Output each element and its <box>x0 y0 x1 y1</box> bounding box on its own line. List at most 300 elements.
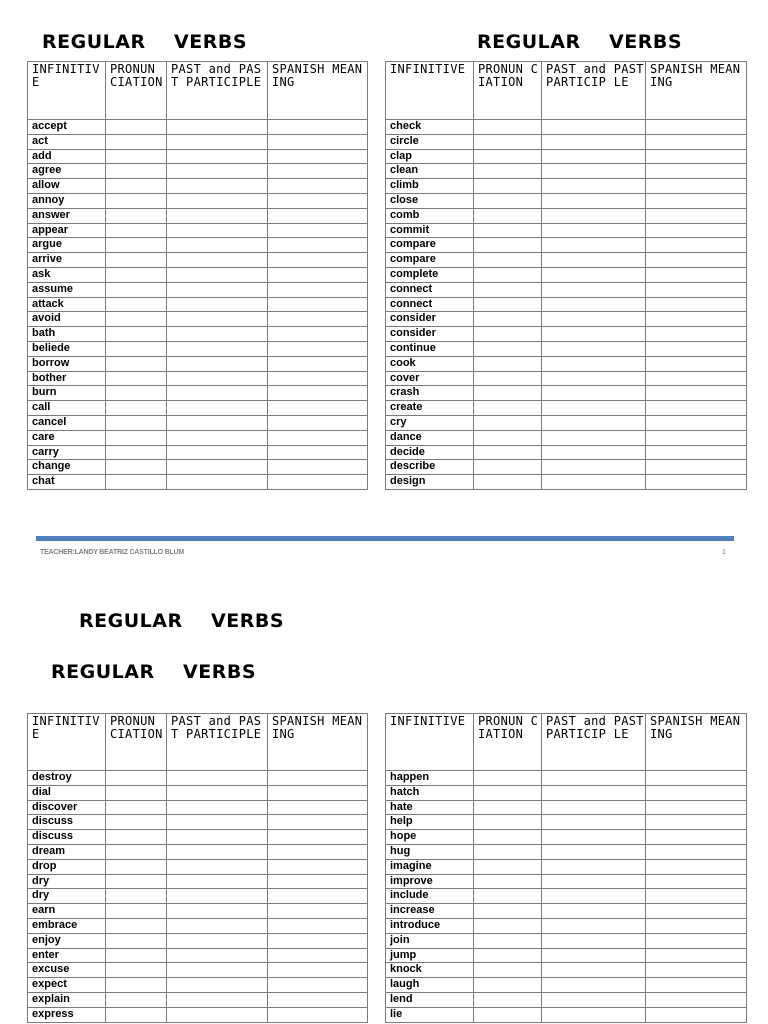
pronunciation-cell[interactable] <box>474 327 542 342</box>
past-participle-cell[interactable] <box>542 179 646 194</box>
past-participle-cell[interactable] <box>167 401 268 416</box>
past-participle-cell[interactable] <box>167 149 268 164</box>
past-participle-cell[interactable] <box>167 312 268 327</box>
past-participle-cell[interactable] <box>167 415 268 430</box>
pronunciation-cell[interactable] <box>474 830 542 845</box>
spanish-meaning-cell[interactable] <box>268 963 368 978</box>
pronunciation-cell[interactable] <box>474 963 542 978</box>
past-participle-cell[interactable] <box>542 445 646 460</box>
pronunciation-cell[interactable] <box>474 445 542 460</box>
pronunciation-cell[interactable] <box>106 815 167 830</box>
spanish-meaning-cell[interactable] <box>268 120 368 135</box>
past-participle-cell[interactable] <box>167 120 268 135</box>
verb-cell: improve <box>386 874 474 889</box>
past-participle-cell[interactable] <box>167 992 268 1007</box>
pronunciation-cell[interactable] <box>106 371 167 386</box>
spanish-meaning-cell[interactable] <box>646 164 747 179</box>
past-participle-cell[interactable] <box>167 460 268 475</box>
table-row <box>28 415 368 430</box>
past-participle-cell[interactable] <box>167 844 268 859</box>
verbs-table-page1-left <box>27 61 368 490</box>
past-participle-cell[interactable] <box>542 918 646 933</box>
pronunciation-cell[interactable] <box>106 460 167 475</box>
pronunciation-cell[interactable] <box>474 386 542 401</box>
past-participle-cell[interactable] <box>167 430 268 445</box>
pronunciation-cell[interactable] <box>474 771 542 786</box>
pronunciation-cell[interactable] <box>474 415 542 430</box>
pronunciation-cell[interactable] <box>106 401 167 416</box>
spanish-meaning-cell[interactable] <box>646 430 747 445</box>
pronunciation-cell[interactable] <box>106 963 167 978</box>
pronunciation-cell[interactable] <box>106 193 167 208</box>
past-participle-cell[interactable] <box>167 164 268 179</box>
pronunciation-cell[interactable] <box>474 948 542 963</box>
spanish-meaning-cell[interactable] <box>646 415 747 430</box>
pronunciation-cell[interactable] <box>474 297 542 312</box>
column-header: INFINITIVE <box>386 62 474 120</box>
spanish-meaning-cell[interactable] <box>646 918 747 933</box>
pronunciation-cell[interactable] <box>106 238 167 253</box>
past-participle-cell[interactable] <box>542 963 646 978</box>
spanish-meaning-cell[interactable] <box>268 164 368 179</box>
table-row <box>386 120 747 135</box>
spanish-meaning-cell[interactable] <box>268 933 368 948</box>
past-participle-cell[interactable] <box>542 386 646 401</box>
spanish-meaning-cell[interactable] <box>646 149 747 164</box>
past-participle-cell[interactable] <box>542 149 646 164</box>
spanish-meaning-cell[interactable] <box>646 120 747 135</box>
pronunciation-cell[interactable] <box>474 223 542 238</box>
spanish-meaning-cell[interactable] <box>646 771 747 786</box>
past-participle-cell[interactable] <box>542 874 646 889</box>
pronunciation-cell[interactable] <box>106 475 167 490</box>
past-participle-cell[interactable] <box>167 918 268 933</box>
pronunciation-cell[interactable] <box>106 312 167 327</box>
past-participle-cell[interactable] <box>542 889 646 904</box>
pronunciation-cell[interactable] <box>474 815 542 830</box>
past-participle-cell[interactable] <box>542 415 646 430</box>
spanish-meaning-cell[interactable] <box>646 992 747 1007</box>
table-row <box>386 179 747 194</box>
table-row <box>28 874 368 889</box>
past-participle-cell[interactable] <box>542 460 646 475</box>
pronunciation-cell[interactable] <box>106 889 167 904</box>
spanish-meaning-cell[interactable] <box>646 312 747 327</box>
spanish-meaning-cell[interactable] <box>268 282 368 297</box>
column-header: PRONUN CIATION <box>474 714 542 771</box>
pronunciation-cell[interactable] <box>106 800 167 815</box>
pronunciation-cell[interactable] <box>106 179 167 194</box>
verb-cell: knock <box>386 963 474 978</box>
pronunciation-cell[interactable] <box>106 874 167 889</box>
pronunciation-cell[interactable] <box>106 386 167 401</box>
past-participle-cell[interactable] <box>167 208 268 223</box>
column-header: SPANISH MEANING <box>646 714 747 771</box>
verbs-table-page2-left <box>27 713 368 1023</box>
pronunciation-cell[interactable] <box>474 238 542 253</box>
past-participle-cell[interactable] <box>167 253 268 268</box>
table-row <box>28 179 368 194</box>
spanish-meaning-cell[interactable] <box>268 297 368 312</box>
past-participle-cell[interactable] <box>542 312 646 327</box>
past-participle-cell[interactable] <box>542 785 646 800</box>
spanish-meaning-cell[interactable] <box>646 282 747 297</box>
pronunciation-cell[interactable] <box>106 859 167 874</box>
pronunciation-cell[interactable] <box>474 460 542 475</box>
pronunciation-cell[interactable] <box>106 771 167 786</box>
spanish-meaning-cell[interactable] <box>268 238 368 253</box>
past-participle-cell[interactable] <box>542 327 646 342</box>
spanish-meaning-cell[interactable] <box>646 859 747 874</box>
past-participle-cell[interactable] <box>167 800 268 815</box>
past-participle-cell[interactable] <box>167 904 268 919</box>
past-participle-cell[interactable] <box>167 134 268 149</box>
table-row <box>386 297 747 312</box>
verb-cell: cry <box>386 415 474 430</box>
pronunciation-cell[interactable] <box>474 253 542 268</box>
spanish-meaning-cell[interactable] <box>646 844 747 859</box>
spanish-meaning-cell[interactable] <box>646 371 747 386</box>
pronunciation-cell[interactable] <box>106 253 167 268</box>
pronunciation-cell[interactable] <box>106 978 167 993</box>
spanish-meaning-cell[interactable] <box>268 223 368 238</box>
pronunciation-cell[interactable] <box>106 430 167 445</box>
table-row <box>386 830 747 845</box>
pronunciation-cell[interactable] <box>474 430 542 445</box>
spanish-meaning-cell[interactable] <box>268 415 368 430</box>
pronunciation-cell[interactable] <box>106 149 167 164</box>
pronunciation-cell[interactable] <box>106 327 167 342</box>
past-participle-cell[interactable] <box>167 267 268 282</box>
spanish-meaning-cell[interactable] <box>646 386 747 401</box>
pronunciation-cell[interactable] <box>106 844 167 859</box>
spanish-meaning-cell[interactable] <box>646 223 747 238</box>
spanish-meaning-cell[interactable] <box>646 208 747 223</box>
spanish-meaning-cell[interactable] <box>646 830 747 845</box>
spanish-meaning-cell[interactable] <box>268 356 368 371</box>
past-participle-cell[interactable] <box>167 475 268 490</box>
table-row <box>386 460 747 475</box>
past-participle-cell[interactable] <box>542 475 646 490</box>
spanish-meaning-cell[interactable] <box>268 327 368 342</box>
past-participle-cell[interactable] <box>542 134 646 149</box>
past-participle-cell[interactable] <box>167 193 268 208</box>
spanish-meaning-cell[interactable] <box>646 297 747 312</box>
spanish-meaning-cell[interactable] <box>268 771 368 786</box>
pronunciation-cell[interactable] <box>474 844 542 859</box>
past-participle-cell[interactable] <box>542 992 646 1007</box>
verb-cell: cancel <box>28 415 106 430</box>
spanish-meaning-cell[interactable] <box>646 475 747 490</box>
spanish-meaning-cell[interactable] <box>268 889 368 904</box>
table-row <box>386 815 747 830</box>
pronunciation-cell[interactable] <box>474 282 542 297</box>
column-header: SPANISH MEANING <box>268 62 368 120</box>
pronunciation-cell[interactable] <box>474 978 542 993</box>
verbs-table-page1-right <box>385 61 747 490</box>
past-participle-cell[interactable] <box>167 859 268 874</box>
past-participle-cell[interactable] <box>542 978 646 993</box>
past-participle-cell[interactable] <box>542 844 646 859</box>
spanish-meaning-cell[interactable] <box>646 327 747 342</box>
pronunciation-cell[interactable] <box>106 223 167 238</box>
past-participle-cell[interactable] <box>167 830 268 845</box>
pronunciation-cell[interactable] <box>106 918 167 933</box>
spanish-meaning-cell[interactable] <box>268 134 368 149</box>
past-participle-cell[interactable] <box>167 889 268 904</box>
spanish-meaning-cell[interactable] <box>646 401 747 416</box>
pronunciation-cell[interactable] <box>106 297 167 312</box>
past-participle-cell[interactable] <box>542 208 646 223</box>
past-participle-cell[interactable] <box>167 978 268 993</box>
spanish-meaning-cell[interactable] <box>268 978 368 993</box>
verb-cell: compare <box>386 238 474 253</box>
verb-cell: change <box>28 460 106 475</box>
past-participle-cell[interactable] <box>167 371 268 386</box>
spanish-meaning-cell[interactable] <box>646 267 747 282</box>
spanish-meaning-cell[interactable] <box>268 904 368 919</box>
pronunciation-cell[interactable] <box>474 312 542 327</box>
spanish-meaning-cell[interactable] <box>268 475 368 490</box>
past-participle-cell[interactable] <box>542 830 646 845</box>
pronunciation-cell[interactable] <box>106 356 167 371</box>
spanish-meaning-cell[interactable] <box>646 445 747 460</box>
table-row <box>28 164 368 179</box>
pronunciation-cell[interactable] <box>474 208 542 223</box>
verb-cell: attack <box>28 297 106 312</box>
past-participle-cell[interactable] <box>542 371 646 386</box>
past-participle-cell[interactable] <box>542 164 646 179</box>
pronunciation-cell[interactable] <box>474 134 542 149</box>
spanish-meaning-cell[interactable] <box>646 874 747 889</box>
past-participle-cell[interactable] <box>167 933 268 948</box>
past-participle-cell[interactable] <box>542 253 646 268</box>
pronunciation-cell[interactable] <box>106 341 167 356</box>
past-participle-cell[interactable] <box>167 223 268 238</box>
pronunciation-cell[interactable] <box>474 918 542 933</box>
pronunciation-cell[interactable] <box>106 267 167 282</box>
pronunciation-cell[interactable] <box>106 1007 167 1022</box>
spanish-meaning-cell[interactable] <box>268 401 368 416</box>
pronunciation-cell[interactable] <box>474 933 542 948</box>
spanish-meaning-cell[interactable] <box>646 179 747 194</box>
past-participle-cell[interactable] <box>167 815 268 830</box>
past-participle-cell[interactable] <box>542 815 646 830</box>
past-participle-cell[interactable] <box>167 341 268 356</box>
spanish-meaning-cell[interactable] <box>268 371 368 386</box>
pronunciation-cell[interactable] <box>106 164 167 179</box>
past-participle-cell[interactable] <box>167 963 268 978</box>
past-participle-cell[interactable] <box>542 800 646 815</box>
pronunciation-cell[interactable] <box>106 933 167 948</box>
table-row <box>386 149 747 164</box>
spanish-meaning-cell[interactable] <box>646 341 747 356</box>
past-participle-cell[interactable] <box>542 904 646 919</box>
pronunciation-cell[interactable] <box>106 415 167 430</box>
pronunciation-cell[interactable] <box>106 992 167 1007</box>
spanish-meaning-cell[interactable] <box>268 844 368 859</box>
past-participle-cell[interactable] <box>542 933 646 948</box>
spanish-meaning-cell[interactable] <box>268 430 368 445</box>
spanish-meaning-cell[interactable] <box>268 918 368 933</box>
pronunciation-cell[interactable] <box>474 120 542 135</box>
spanish-meaning-cell[interactable] <box>268 208 368 223</box>
verb-cell: add <box>28 149 106 164</box>
spanish-meaning-cell[interactable] <box>646 889 747 904</box>
spanish-meaning-cell[interactable] <box>646 1007 747 1022</box>
past-participle-cell[interactable] <box>167 179 268 194</box>
spanish-meaning-cell[interactable] <box>268 253 368 268</box>
pronunciation-cell[interactable] <box>474 401 542 416</box>
past-participle-cell[interactable] <box>167 1007 268 1022</box>
past-participle-cell[interactable] <box>542 859 646 874</box>
verb-cell: dream <box>28 844 106 859</box>
pronunciation-cell[interactable] <box>106 904 167 919</box>
spanish-meaning-cell[interactable] <box>268 149 368 164</box>
pronunciation-cell[interactable] <box>106 445 167 460</box>
spanish-meaning-cell[interactable] <box>646 356 747 371</box>
past-participle-cell[interactable] <box>167 874 268 889</box>
spanish-meaning-cell[interactable] <box>268 341 368 356</box>
table-row <box>386 341 747 356</box>
table-row <box>386 889 747 904</box>
spanish-meaning-cell[interactable] <box>646 800 747 815</box>
spanish-meaning-cell[interactable] <box>268 948 368 963</box>
verb-cell: enter <box>28 948 106 963</box>
spanish-meaning-cell[interactable] <box>646 193 747 208</box>
past-participle-cell[interactable] <box>167 771 268 786</box>
verb-cell: circle <box>386 134 474 149</box>
pronunciation-cell[interactable] <box>106 948 167 963</box>
spanish-meaning-cell[interactable] <box>268 460 368 475</box>
spanish-meaning-cell[interactable] <box>268 830 368 845</box>
past-participle-cell[interactable] <box>542 401 646 416</box>
table-row <box>28 193 368 208</box>
pronunciation-cell[interactable] <box>474 267 542 282</box>
spanish-meaning-cell[interactable] <box>646 933 747 948</box>
pronunciation-cell[interactable] <box>474 341 542 356</box>
past-participle-cell[interactable] <box>542 341 646 356</box>
table-row <box>386 386 747 401</box>
past-participle-cell[interactable] <box>542 238 646 253</box>
verb-cell: decide <box>386 445 474 460</box>
spanish-meaning-cell[interactable] <box>646 238 747 253</box>
pronunciation-cell[interactable] <box>474 149 542 164</box>
pronunciation-cell[interactable] <box>106 134 167 149</box>
spanish-meaning-cell[interactable] <box>268 815 368 830</box>
past-participle-cell[interactable] <box>542 297 646 312</box>
pronunciation-cell[interactable] <box>474 800 542 815</box>
pronunciation-cell[interactable] <box>474 904 542 919</box>
spanish-meaning-cell[interactable] <box>268 312 368 327</box>
past-participle-cell[interactable] <box>542 356 646 371</box>
past-participle-cell[interactable] <box>542 267 646 282</box>
past-participle-cell[interactable] <box>167 282 268 297</box>
past-participle-cell[interactable] <box>167 948 268 963</box>
past-participle-cell[interactable] <box>542 430 646 445</box>
verb-cell: laugh <box>386 978 474 993</box>
pronunciation-cell[interactable] <box>106 830 167 845</box>
pronunciation-cell[interactable] <box>474 179 542 194</box>
table-row <box>28 948 368 963</box>
spanish-meaning-cell[interactable] <box>268 859 368 874</box>
pronunciation-cell[interactable] <box>474 889 542 904</box>
past-participle-cell[interactable] <box>542 948 646 963</box>
table-row <box>28 430 368 445</box>
past-participle-cell[interactable] <box>542 223 646 238</box>
pronunciation-cell[interactable] <box>474 193 542 208</box>
spanish-meaning-cell[interactable] <box>268 193 368 208</box>
table-header-row <box>28 62 368 120</box>
pronunciation-cell[interactable] <box>106 282 167 297</box>
past-participle-cell[interactable] <box>167 238 268 253</box>
pronunciation-cell[interactable] <box>474 992 542 1007</box>
table-row <box>386 948 747 963</box>
spanish-meaning-cell[interactable] <box>646 815 747 830</box>
table-row <box>386 785 747 800</box>
spanish-meaning-cell[interactable] <box>646 963 747 978</box>
spanish-meaning-cell[interactable] <box>268 992 368 1007</box>
spanish-meaning-cell[interactable] <box>268 800 368 815</box>
spanish-meaning-cell[interactable] <box>646 253 747 268</box>
spanish-meaning-cell[interactable] <box>268 267 368 282</box>
spanish-meaning-cell[interactable] <box>268 445 368 460</box>
pronunciation-cell[interactable] <box>474 859 542 874</box>
past-participle-cell[interactable] <box>167 386 268 401</box>
table-row <box>28 267 368 282</box>
spanish-meaning-cell[interactable] <box>646 948 747 963</box>
past-participle-cell[interactable] <box>542 282 646 297</box>
past-participle-cell[interactable] <box>167 785 268 800</box>
verb-cell: care <box>28 430 106 445</box>
past-participle-cell[interactable] <box>167 327 268 342</box>
pronunciation-cell[interactable] <box>474 371 542 386</box>
spanish-meaning-cell[interactable] <box>646 134 747 149</box>
pronunciation-cell[interactable] <box>474 874 542 889</box>
spanish-meaning-cell[interactable] <box>646 978 747 993</box>
table-row <box>386 238 747 253</box>
pronunciation-cell[interactable] <box>106 208 167 223</box>
spanish-meaning-cell[interactable] <box>646 785 747 800</box>
pronunciation-cell[interactable] <box>474 785 542 800</box>
pronunciation-cell[interactable] <box>474 164 542 179</box>
past-participle-cell[interactable] <box>542 120 646 135</box>
past-participle-cell[interactable] <box>167 297 268 312</box>
pronunciation-cell[interactable] <box>106 785 167 800</box>
pronunciation-cell[interactable] <box>474 1007 542 1022</box>
pronunciation-cell[interactable] <box>474 356 542 371</box>
table-row <box>386 356 747 371</box>
past-participle-cell[interactable] <box>542 1007 646 1022</box>
spanish-meaning-cell[interactable] <box>646 904 747 919</box>
spanish-meaning-cell[interactable] <box>646 460 747 475</box>
pronunciation-cell[interactable] <box>474 475 542 490</box>
past-participle-cell[interactable] <box>542 771 646 786</box>
verb-cell: bath <box>28 327 106 342</box>
spanish-meaning-cell[interactable] <box>268 179 368 194</box>
past-participle-cell[interactable] <box>167 445 268 460</box>
verb-cell: hate <box>386 800 474 815</box>
past-participle-cell[interactable] <box>542 193 646 208</box>
spanish-meaning-cell[interactable] <box>268 785 368 800</box>
spanish-meaning-cell[interactable] <box>268 1007 368 1022</box>
table-row <box>386 371 747 386</box>
pronunciation-cell[interactable] <box>106 120 167 135</box>
past-participle-cell[interactable] <box>167 356 268 371</box>
verb-cell: introduce <box>386 918 474 933</box>
spanish-meaning-cell[interactable] <box>268 386 368 401</box>
spanish-meaning-cell[interactable] <box>268 874 368 889</box>
